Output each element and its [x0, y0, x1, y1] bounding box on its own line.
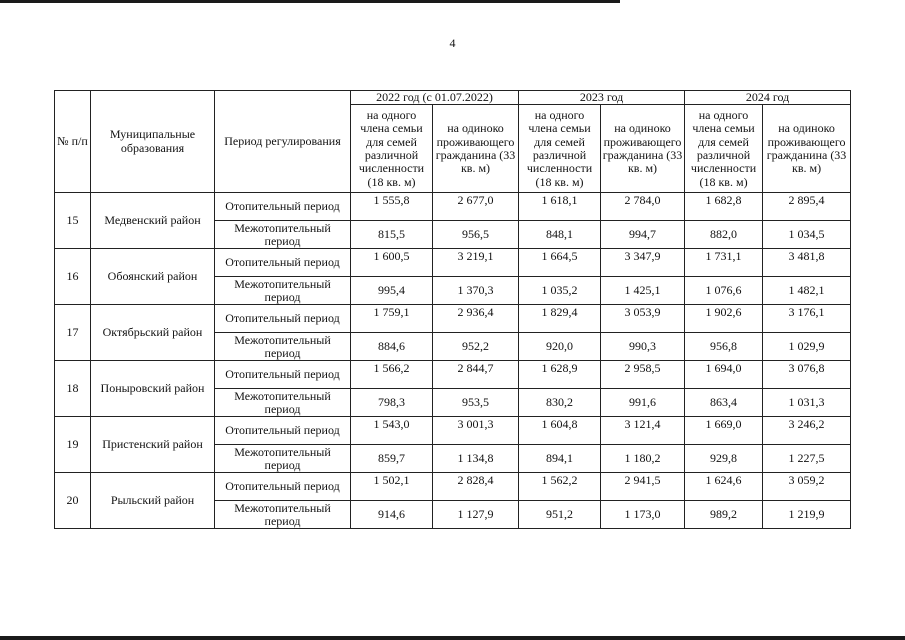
- value-cell: 859,7: [351, 445, 433, 473]
- header-single: на одиноко проживающего гражданина (33 кв. м): [763, 105, 851, 193]
- value-cell: 1 604,8: [519, 417, 601, 445]
- value-cell: 1 628,9: [519, 361, 601, 389]
- value-cell: 2 895,4: [763, 193, 851, 221]
- page-number: 4: [449, 36, 456, 50]
- value-cell: 798,3: [351, 389, 433, 417]
- value-cell: 914,6: [351, 501, 433, 529]
- row-number: 17: [55, 305, 91, 361]
- period-interheating: Межотопительный период: [215, 501, 351, 529]
- value-cell: 1 902,6: [685, 305, 763, 333]
- row-number: 19: [55, 417, 91, 473]
- period-heating: Отопительный период: [215, 249, 351, 277]
- value-cell: 1 076,6: [685, 277, 763, 305]
- value-cell: 1 618,1: [519, 193, 601, 221]
- value-cell: 1 227,5: [763, 445, 851, 473]
- table-row: [55, 417, 851, 445]
- table-row: [55, 361, 851, 389]
- row-number: 16: [55, 249, 91, 305]
- value-cell: 995,4: [351, 277, 433, 305]
- value-cell: 1 664,5: [519, 249, 601, 277]
- value-cell: 1 482,1: [763, 277, 851, 305]
- value-cell: 1 127,9: [433, 501, 519, 529]
- value-cell: 929,8: [685, 445, 763, 473]
- value-cell: 1 562,2: [519, 473, 601, 501]
- header-period: Период регулирования: [215, 91, 351, 193]
- value-cell: 2 844,7: [433, 361, 519, 389]
- row-number: 18: [55, 361, 91, 417]
- value-cell: 920,0: [519, 333, 601, 361]
- value-cell: 894,1: [519, 445, 601, 473]
- period-interheating: Межотопительный период: [215, 389, 351, 417]
- value-cell: 2 784,0: [601, 193, 685, 221]
- header-municipality: Муниципальные образования: [91, 91, 215, 193]
- value-cell: 3 246,2: [763, 417, 851, 445]
- header-single: на одиноко проживающего гражданина (33 кв. м): [433, 105, 519, 193]
- value-cell: 1 759,1: [351, 305, 433, 333]
- value-cell: 3 121,4: [601, 417, 685, 445]
- period-heating: Отопительный период: [215, 361, 351, 389]
- value-cell: 1 543,0: [351, 417, 433, 445]
- value-cell: 3 001,3: [433, 417, 519, 445]
- period-heating: Отопительный период: [215, 305, 351, 333]
- value-cell: 1 180,2: [601, 445, 685, 473]
- row-number: 15: [55, 193, 91, 249]
- value-cell: 956,8: [685, 333, 763, 361]
- value-cell: 830,2: [519, 389, 601, 417]
- period-interheating: Межотопительный период: [215, 333, 351, 361]
- value-cell: 1 694,0: [685, 361, 763, 389]
- tariff-table: [54, 90, 851, 529]
- value-cell: 953,5: [433, 389, 519, 417]
- header-year-2022: 2022 год (с 01.07.2022): [351, 91, 519, 105]
- value-cell: 3 059,2: [763, 473, 851, 501]
- value-cell: 882,0: [685, 221, 763, 249]
- value-cell: 990,3: [601, 333, 685, 361]
- value-cell: 1 219,9: [763, 501, 851, 529]
- value-cell: 1 829,4: [519, 305, 601, 333]
- period-heating: Отопительный период: [215, 417, 351, 445]
- value-cell: 1 035,2: [519, 277, 601, 305]
- value-cell: 1 134,8: [433, 445, 519, 473]
- value-cell: 1 173,0: [601, 501, 685, 529]
- value-cell: 3 176,1: [763, 305, 851, 333]
- period-heating: Отопительный период: [215, 193, 351, 221]
- value-cell: 3 053,9: [601, 305, 685, 333]
- value-cell: 2 941,5: [601, 473, 685, 501]
- value-cell: 848,1: [519, 221, 601, 249]
- value-cell: 1 624,6: [685, 473, 763, 501]
- value-cell: 1 669,0: [685, 417, 763, 445]
- value-cell: 994,7: [601, 221, 685, 249]
- value-cell: 815,5: [351, 221, 433, 249]
- value-cell: 2 936,4: [433, 305, 519, 333]
- header-per-member: на одного члена семьи для семей различной численности (18 кв. м): [351, 105, 433, 193]
- value-cell: 3 347,9: [601, 249, 685, 277]
- value-cell: 1 034,5: [763, 221, 851, 249]
- municipality-name: Пристенский район: [91, 417, 215, 473]
- value-cell: 3 076,8: [763, 361, 851, 389]
- header-per-member: на одного члена семьи для семей различной численности (18 кв. м): [685, 105, 763, 193]
- header-per-member: на одного члена семьи для семей различной численности (18 кв. м): [519, 105, 601, 193]
- municipality-name: Обоянский район: [91, 249, 215, 305]
- value-cell: 1 600,5: [351, 249, 433, 277]
- row-number: 20: [55, 473, 91, 529]
- table-body: [55, 193, 851, 529]
- value-cell: 863,4: [685, 389, 763, 417]
- value-cell: 951,2: [519, 501, 601, 529]
- value-cell: 1 555,8: [351, 193, 433, 221]
- value-cell: 1 566,2: [351, 361, 433, 389]
- value-cell: 1 731,1: [685, 249, 763, 277]
- value-cell: 2 958,5: [601, 361, 685, 389]
- period-interheating: Межотопительный период: [215, 445, 351, 473]
- period-interheating: Межотопительный период: [215, 221, 351, 249]
- value-cell: 3 219,1: [433, 249, 519, 277]
- value-cell: 2 677,0: [433, 193, 519, 221]
- municipality-name: Рыльский район: [91, 473, 215, 529]
- scan-bottom-edge: [0, 636, 905, 640]
- value-cell: 1 029,9: [763, 333, 851, 361]
- value-cell: 1 425,1: [601, 277, 685, 305]
- value-cell: 2 828,4: [433, 473, 519, 501]
- value-cell: 884,6: [351, 333, 433, 361]
- period-interheating: Межотопительный период: [215, 277, 351, 305]
- value-cell: 991,6: [601, 389, 685, 417]
- header-num: № п/п: [55, 91, 91, 193]
- value-cell: 1 370,3: [433, 277, 519, 305]
- municipality-name: Поныровский район: [91, 361, 215, 417]
- value-cell: 956,5: [433, 221, 519, 249]
- header-single: на одиноко проживающего гражданина (33 кв. м): [601, 105, 685, 193]
- municipality-name: Октябрьский район: [91, 305, 215, 361]
- header-year-2024: 2024 год: [685, 91, 851, 105]
- period-heating: Отопительный период: [215, 473, 351, 501]
- table-row: [55, 473, 851, 501]
- value-cell: 3 481,8: [763, 249, 851, 277]
- municipality-name: Медвенский район: [91, 193, 215, 249]
- value-cell: 1 031,3: [763, 389, 851, 417]
- value-cell: 1 682,8: [685, 193, 763, 221]
- header-year-2023: 2023 год: [519, 91, 685, 105]
- table-row: [55, 249, 851, 277]
- table-row: [55, 305, 851, 333]
- table-row: [55, 193, 851, 221]
- value-cell: 952,2: [433, 333, 519, 361]
- value-cell: 1 502,1: [351, 473, 433, 501]
- value-cell: 989,2: [685, 501, 763, 529]
